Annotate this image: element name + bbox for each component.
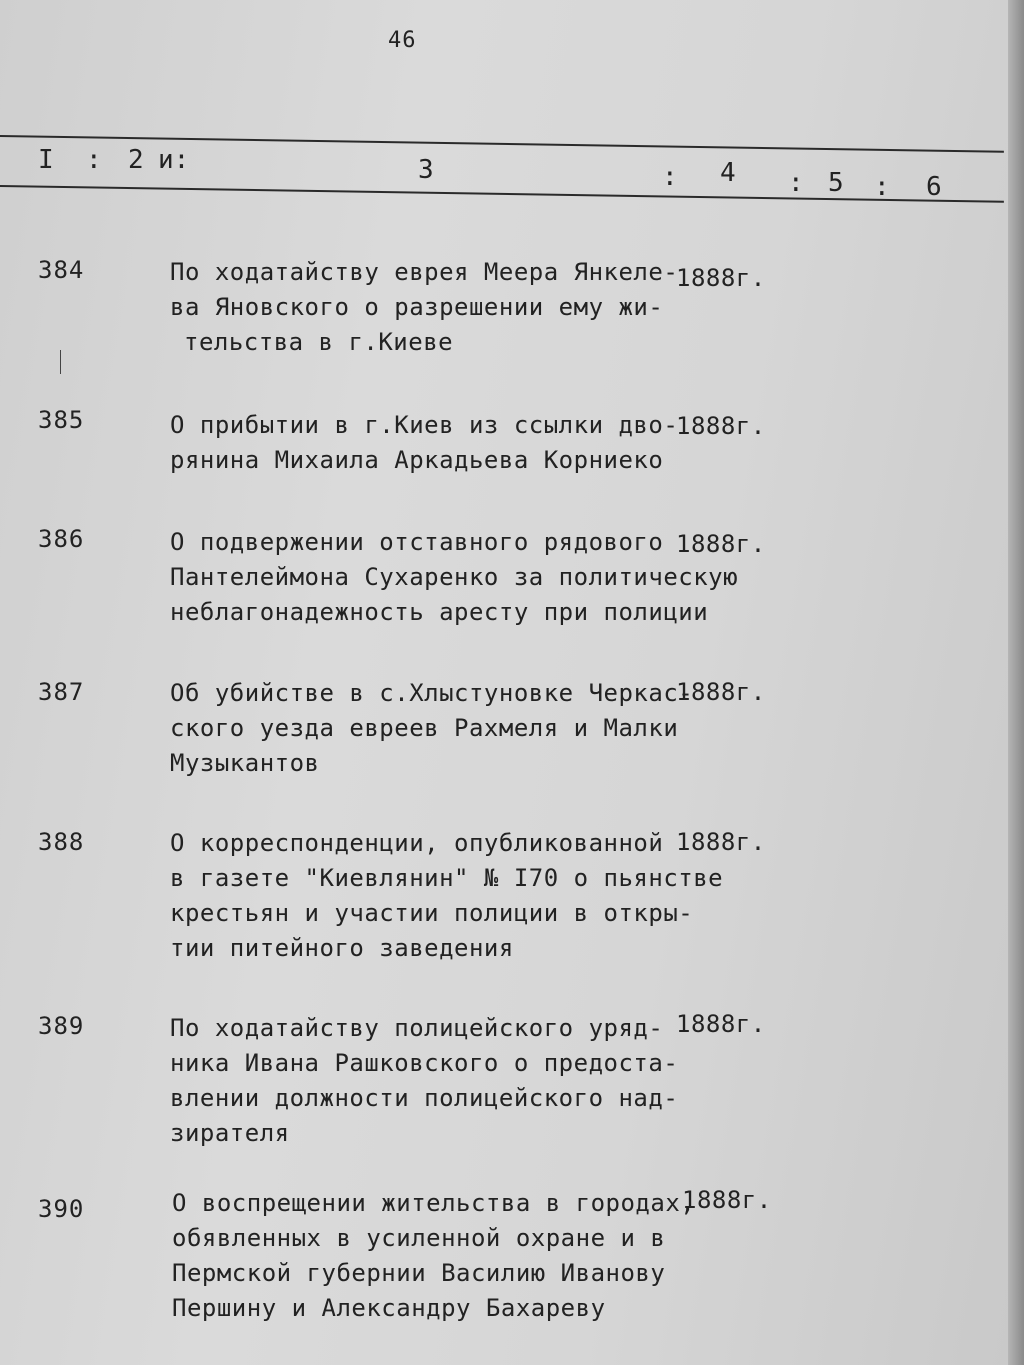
entry-line: По ходатайству полицейского уряд- bbox=[170, 1014, 664, 1042]
header-rule-top bbox=[0, 135, 1004, 153]
entry-line: Пермской губернии Василию Иванову bbox=[172, 1259, 666, 1287]
entry-line: крестьян и участии полиции в откры- bbox=[170, 899, 694, 927]
entry-line: рянина Михаила Аркадьева Корниеко bbox=[170, 446, 664, 474]
entry-number: 389 bbox=[38, 1012, 85, 1040]
entry-year: 1888г. bbox=[676, 678, 766, 706]
column-header: 6 bbox=[926, 172, 942, 202]
entry-line: О прибытии в г.Киев из ссылки дво- bbox=[170, 411, 679, 439]
entry-description bbox=[170, 1011, 690, 1151]
entry-line: зирателя bbox=[170, 1119, 290, 1147]
entry-line: ника Ивана Рашковского о предоста- bbox=[170, 1049, 679, 1077]
column-header: 3 bbox=[418, 155, 434, 185]
entry-line: О воспрещении жительства в городах, bbox=[172, 1189, 696, 1217]
entry-number: 386 bbox=[38, 525, 85, 553]
header-rule-bottom bbox=[0, 185, 1004, 203]
entry-description bbox=[170, 676, 694, 781]
column-header: 2 bbox=[128, 145, 144, 175]
entry-line: Пантелеймона Сухаренко за политическую bbox=[170, 563, 739, 591]
entry-number: 385 bbox=[38, 406, 85, 434]
column-separator: : bbox=[86, 145, 102, 175]
entry-line: Об убийстве в с.Хлыстуновке Черкас- bbox=[170, 679, 694, 707]
column-header: 4 bbox=[720, 158, 736, 188]
entry-line: По ходатайству еврея Меера Янкеле- bbox=[170, 258, 679, 286]
entry-line: тии питейного заведения bbox=[170, 934, 514, 962]
entry-line: ского уезда евреев Рахмеля и Малки bbox=[170, 714, 679, 742]
page-edge bbox=[1008, 0, 1024, 1365]
entry-year: 1888г. bbox=[676, 828, 766, 856]
entry-line: О корреспонденции, опубликованной bbox=[170, 829, 664, 857]
entry-line: неблагонадежность аресту при полиции bbox=[170, 598, 709, 626]
entry-year: 1888г. bbox=[676, 1010, 766, 1038]
entry-number: 387 bbox=[38, 678, 85, 706]
entry-year: 1888г. bbox=[676, 530, 766, 558]
column-header: I bbox=[38, 145, 54, 175]
column-separator: : bbox=[788, 168, 804, 198]
entry-line: обявленных в усиленной охране и в bbox=[172, 1224, 666, 1252]
entry-line: Музыкантов bbox=[170, 749, 320, 777]
entry-line: в газете "Киевлянин" № I70 о пьянстве bbox=[170, 864, 724, 892]
page-number: 46 bbox=[388, 28, 417, 53]
entry-line: О подвержении отставного рядового bbox=[170, 528, 664, 556]
entry-description bbox=[172, 1186, 696, 1326]
entry-year: 1888г. bbox=[676, 412, 766, 440]
column-separator: : bbox=[662, 162, 678, 192]
column-header: 5 bbox=[828, 168, 844, 198]
entry-line: влении должности полицейского над- bbox=[170, 1084, 679, 1112]
column-separator: и: bbox=[158, 145, 190, 175]
entry-number: 384 bbox=[38, 256, 85, 284]
entry-number: 390 bbox=[38, 1195, 85, 1223]
entry-line: Першину и Александру Бахареву bbox=[172, 1294, 606, 1322]
entry-line: тельства в г.Киеве bbox=[184, 328, 454, 356]
entry-year: 1888г. bbox=[676, 264, 766, 292]
column-separator: : bbox=[874, 172, 890, 202]
pencil-mark bbox=[60, 350, 61, 374]
entry-number: 388 bbox=[38, 828, 85, 856]
entry-line: ва Яновского о разрешении ему жи- bbox=[170, 293, 664, 321]
entry-description bbox=[170, 255, 690, 360]
entry-description bbox=[170, 408, 690, 478]
entry-year: 1888г. bbox=[682, 1186, 772, 1214]
